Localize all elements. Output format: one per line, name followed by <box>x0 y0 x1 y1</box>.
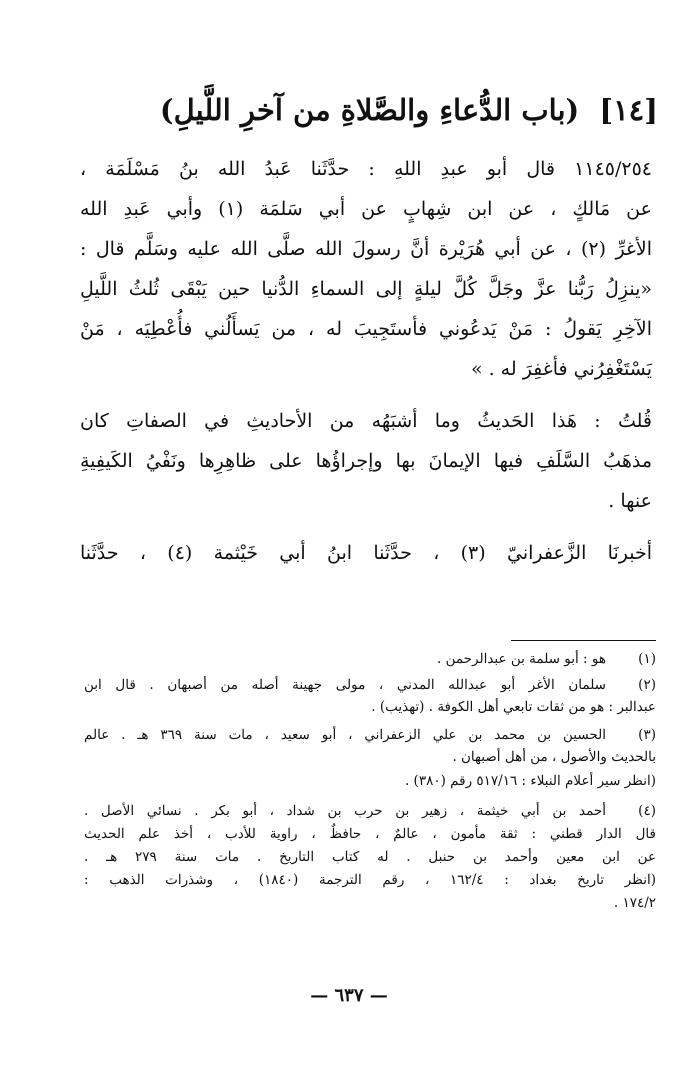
chapter-number: [١٤] <box>599 93 658 127</box>
footnote-text: قال الدار قطني : ثقة مأمون ، عالمٌ ، حافظٌ ، راوية للأدب ، أخذ علم الحديث <box>84 826 656 842</box>
footnote-text: سلمان الأغر أبو عبدالله المدني ، مولى جهينة أصله من أصبهان . قال ابن <box>84 677 606 693</box>
chain-line: أخبرنَا الزَّعفرانيّ (٣) ، حدَّثَنا ابنُ أبي خَيْثمة (٤) ، حدَّثَنا <box>80 542 652 564</box>
footnote-4 <box>84 800 656 822</box>
footnote-2-cont <box>84 696 656 718</box>
footnote-3-cont <box>84 746 656 768</box>
hadith-line: ١١٤٥/٢٥٤ قال أبو عبدِ اللهِ : حدَّثَنا عَبدُ الله بنُ مَسْلَمَة ، <box>80 158 652 180</box>
footnote-text: (انظر تاريخ بغداد : ١٦٢/٤ ، رقم الترجمة (١٨٤٠) ، وشذرات الذهب : <box>84 872 656 888</box>
footnote-3 <box>84 724 656 746</box>
footnote-number: (١) <box>638 651 656 667</box>
chapter-title: (باب الدُّعاءِ والصَّلاةِ من آخرِ اللَّيلِ) <box>159 93 580 127</box>
footnote-number: (٤) <box>638 803 656 819</box>
comment-line: قُلتُ : هَذا الحَديثُ وما أشبَهُه من الأحاديثِ في الصفاتِ كان <box>80 410 652 432</box>
hadith-line: يَسْتَغْفِرُني فأغفِرَ له . » <box>470 358 652 380</box>
footnote-text: عن ابن معين وأحمد بن حنبل . له كتاب التاريخ . مات سنة ٢٧٩ هـ . <box>84 849 656 865</box>
page-number: — ٦٣٧ — <box>310 985 388 1006</box>
footnote-text: ١٧٤/٢ . <box>613 895 656 911</box>
footnote-4-cont <box>84 846 656 868</box>
footnote-1 <box>84 648 656 670</box>
footnote-text: (انظر سير أعلام النبلاء : ٥١٧/١٦ رقم (٣٨٠) . <box>404 773 656 789</box>
hadith-line: الأغرِّ (٢) ، عن أبي هُرَيْرة أنَّ رسولَ الله صلَّى الله عليه وسَلَّم قال : <box>80 238 652 260</box>
footnote-number: (٣) <box>638 727 656 743</box>
footnote-text: عبدالبر : هو من ثقات تابعي أهل الكوفة . (تهذيب) . <box>371 699 656 715</box>
footnote-text: الحسين بن محمد بن علي الزعفراني ، أبو سعيد ، مات سنة ٣٦٩ هـ . عالم <box>84 727 606 743</box>
footnote-text: هو : أبو سلمة بن عبدالرحمن . <box>437 651 606 667</box>
footnote-text: أحمد بن أبي خيثمة ، زهير بن حرب بن شداد ، أبو بكر . نسائي الأصل . <box>84 803 606 819</box>
footnote-4-cont <box>84 869 656 891</box>
footnote-number: (٢) <box>638 677 656 693</box>
footnote-separator <box>511 640 656 641</box>
comment-line: عنها . <box>608 490 652 512</box>
footnote-4-cont <box>84 892 656 914</box>
footnote-2 <box>84 674 656 696</box>
footnote-4-cont <box>84 823 656 845</box>
hadith-line: «ينزِلُ رَبُّنا عزَّ وجَلَّ كُلَّ ليلةٍ إلى السماءِ الدُّنيا حين يَبْقَى ثُلثُ اللَّيلِ <box>80 278 652 300</box>
hadith-line: عن مَالكٍ ، عن ابن شِهابٍ عن أبي سَلمَة (١) وأبي عَبدِ الله <box>80 198 652 220</box>
chapter-heading <box>70 82 658 138</box>
hadith-line: الآخِرِ يَقولُ : مَنْ يَدعُوني فأستَجِيبَ له ، من يَسأَلُني فأُعْطِيَه ، مَنْ <box>80 318 652 340</box>
footnote-text: بالحديث والأصول ، من أهل أصبهان . <box>452 749 656 765</box>
footnote-3-cont <box>84 770 656 792</box>
comment-line: مذهَبُ السَّلَفِ فيها الإيمانَ بها وإجراؤُها على ظاهِرِها ونَفْيُ الكَيفِيةِ <box>80 450 652 472</box>
